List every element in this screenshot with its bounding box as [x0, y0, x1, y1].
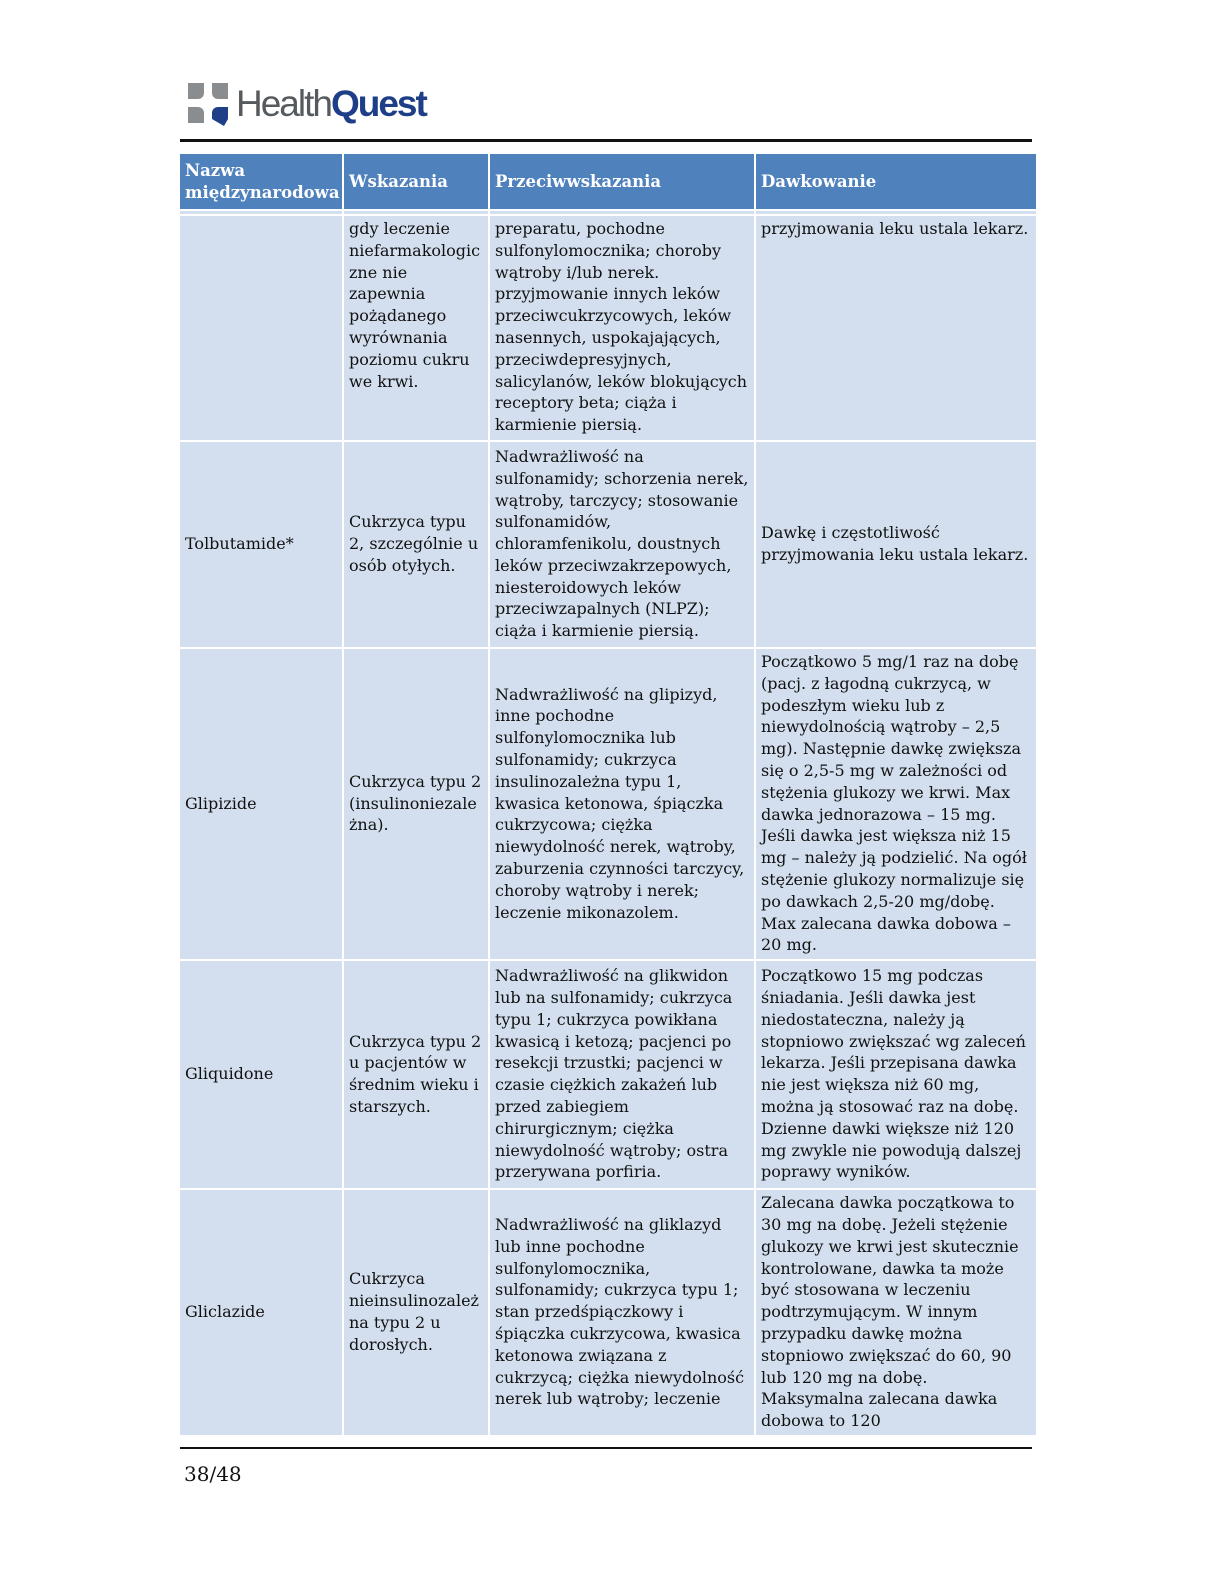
- drug-contraindications: Nadwrażliwość na sulfonamidy; schorzenia nerek, wątroby, tarczycy; stosowanie sulfonamidów, chloramfenikolu, doustnych leków przeciwzakrzepowych, niesteroidowych leków przeciwzapalnych (NLPZ); ciąża i karmienie piersią.: [490, 442, 754, 647]
- column-header-indications: Wskazania: [344, 154, 488, 209]
- column-header-name: Nazwa międzynarodowa: [180, 154, 342, 209]
- drug-name: Gliquidone: [180, 961, 342, 1188]
- drug-contraindications: Nadwrażliwość na glikwidon lub na sulfonamidy; cukrzyca typu 1; cukrzyca powikłana kwasicą i ketozą; pacjenci po resekcji trzustki; pacjenci w czasie ciężkich zakażeń lub przed zabiegiem chirurgicznym; ciężka niewydolność wątroby; ostra przerywana porfiria.: [490, 961, 754, 1188]
- healthquest-cross-logo-icon: [184, 79, 232, 127]
- drug-contraindications: preparatu, pochodne sulfonylomocznika; choroby wątroby i/lub nerek. przyjmowanie innych leków przeciwcukrzycowych, leków nasennych, uspokajających, przeciwdepresyjnych, salicylanów, leków blokujących receptory beta; ciąża i karmienie piersią.: [490, 216, 754, 440]
- drug-name: [180, 216, 342, 440]
- healthquest-logo: [184, 78, 426, 128]
- drug-dosage: Początkowo 5 mg/1 raz na dobę (pacj. z łagodną cukrzycą, w podeszłym wieku lub z niewydolnością wątroby – 2,5 mg). Następnie dawkę zwiększa się o 2,5-5 mg w zależności od stężenia glukozy we krwi. Max dawka jednorazowa – 15 mg. Jeśli dawka jest większa niż 15 mg – należy ją podzielić. Na ogół stężenie glukozy normalizuje się po dawkach 2,5-20 mg/dobę. Max zalecana dawka dobowa – 20 mg.: [756, 649, 1036, 959]
- drug-dosage: Zalecana dawka początkowa to 30 mg na dobę. Jeżeli stężenie glukozy we krwi jest skutecznie kontrolowane, dawka ta może być stosowana w leczeniu podtrzymującym. W innym przypadku dawkę można stopniowo zwiększać do 60, 90 lub 120 mg na dobę. Maksymalna zalecana dawka dobowa to 120: [756, 1190, 1036, 1435]
- drug-indications: Cukrzyca nieinsulinozależ na typu 2 u dorosłych.: [344, 1190, 488, 1435]
- drug-indications: Cukrzyca typu 2 u pacjentów w średnim wieku i starszych.: [344, 961, 488, 1188]
- drug-dosage: Początkowo 15 mg podczas śniadania. Jeśli dawka jest niedostateczna, należy ją stopniowo zwiększać wg zaleceń lekarza. Jeśli przepisana dawka nie jest większa niż 60 mg, można ją stosować raz na dobę. Dzienne dawki większe niż 120 mg zwykle nie powodują dalszej poprawy wyników.: [756, 961, 1036, 1188]
- drug-table: [178, 152, 1038, 1437]
- table-row: [180, 216, 1036, 440]
- column-header-dosage: Dawkowanie: [756, 154, 1036, 209]
- footer-rule: [180, 1447, 1032, 1449]
- logo-text-health: Health: [236, 82, 331, 124]
- column-header-contraindications: Przeciwwskazania: [490, 154, 754, 209]
- drug-name: Tolbutamide*: [180, 442, 342, 647]
- page-number: 38/48: [184, 1462, 242, 1486]
- table-row: [180, 442, 1036, 647]
- header-rule: [180, 139, 1032, 142]
- table-row: [180, 961, 1036, 1188]
- drug-name: Glipizide: [180, 649, 342, 959]
- table-row: [180, 1190, 1036, 1435]
- drug-contraindications: Nadwrażliwość na gliklazyd lub inne pochodne sulfonylomocznika, sulfonamidy; cukrzyca typu 1; stan przedśpiączkowy i śpiączka cukrzycowa, kwasica ketonowa związana z cukrzycą; ciężka niewydolność nerek lub wątroby; leczenie: [490, 1190, 754, 1435]
- drug-dosage: przyjmowania leku ustala lekarz.: [756, 216, 1036, 440]
- drug-indications: Cukrzyca typu 2, szczególnie u osób otyłych.: [344, 442, 488, 647]
- table-row: [180, 649, 1036, 959]
- logo-wordmark: [236, 82, 426, 124]
- drug-indications: Cukrzyca typu 2 (insulinoniezale żna).: [344, 649, 488, 959]
- table-separator-row: [180, 211, 1036, 214]
- drug-dosage: Dawkę i częstotliwość przyjmowania leku ustala lekarz.: [756, 442, 1036, 647]
- drug-indications: gdy leczenie niefarmakologic zne nie zapewnia pożądanego wyrównania poziomu cukru we krwi.: [344, 216, 488, 440]
- logo-text-quest: Quest: [330, 82, 426, 124]
- drug-contraindications: Nadwrażliwość na glipizyd, inne pochodne sulfonylomocznika lub sulfonamidy; cukrzyca insulinozależna typu 1, kwasica ketonowa, śpiączka cukrzycowa; ciężka niewydolność nerek, wątroby, zaburzenia czynności tarczycy, choroby wątroby i nerek; leczenie mikonazolem.: [490, 649, 754, 959]
- drug-name: Gliclazide: [180, 1190, 342, 1435]
- table-header-row: [180, 154, 1036, 209]
